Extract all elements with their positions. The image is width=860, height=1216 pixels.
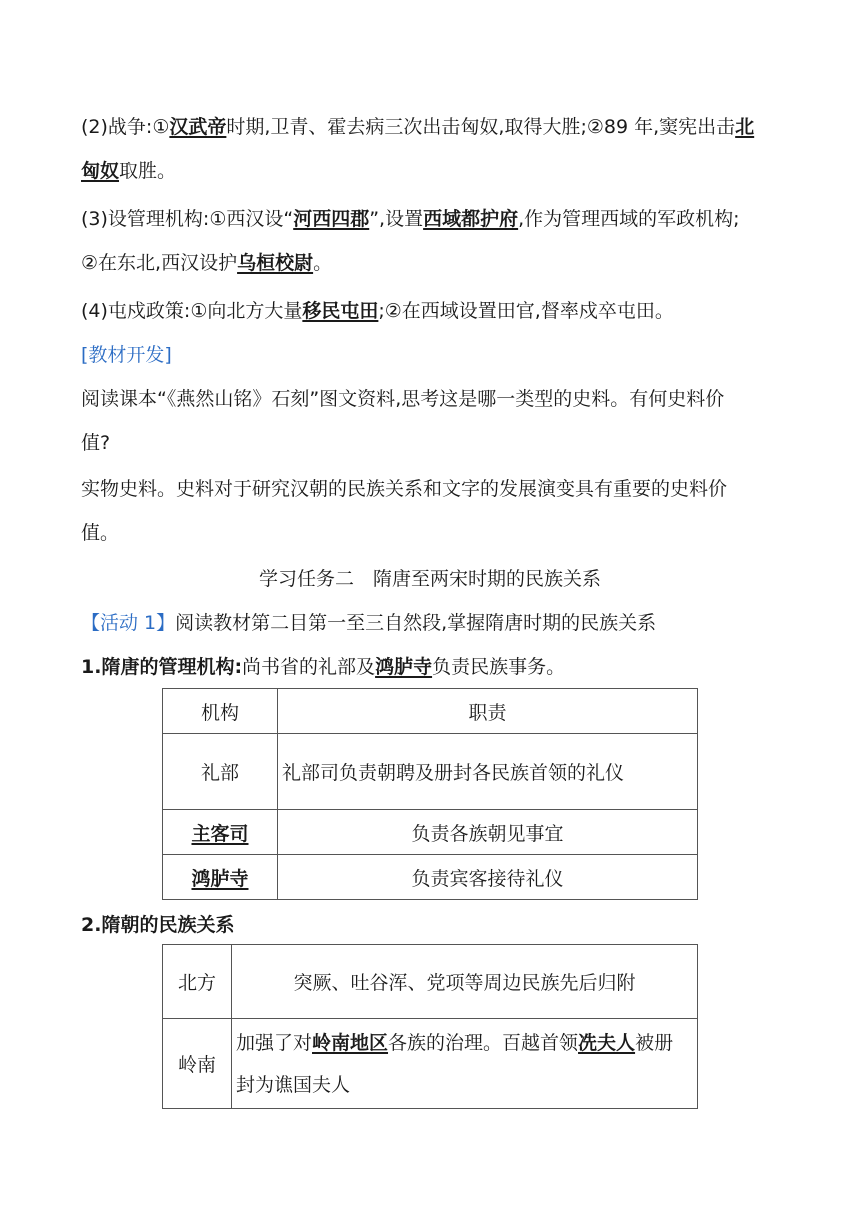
text: 封为谯国夫人 [236, 1073, 351, 1096]
admin-paragraph-line-1 [81, 206, 781, 232]
war-paragraph-line-1 [81, 114, 781, 140]
textbook-dev-tag: [教材开发] [81, 344, 172, 366]
text: 尚书省的礼部及 [242, 656, 376, 678]
keyword: 匈奴 [81, 160, 120, 182]
table-cell: 负责宾客接待礼仪 [278, 855, 698, 900]
table-row [163, 734, 698, 810]
table-cell: 负责各族朝见事宜 [278, 810, 698, 855]
table-cell: 鸿胪寺 [163, 855, 278, 900]
dev-question-line-2: 值? [81, 432, 111, 454]
text: (4)屯戍政策:①向北方大量 [81, 300, 303, 322]
text: (2)战争:① [81, 116, 170, 138]
table-cell: 主客司 [163, 810, 278, 855]
header-cell: 机构 [163, 689, 278, 734]
keyword: 北 [735, 116, 755, 138]
heading-1 [81, 654, 781, 680]
section-title: 学习任务二 隋唐至两宋时期的民族关系 [258, 568, 601, 590]
garrison-paragraph [81, 298, 781, 324]
institutions-table [162, 688, 698, 900]
activity-text: 阅读教材第二目第一至三自然段,掌握隋唐时期的民族关系 [175, 612, 657, 634]
dev-answer-line-1: 实物史料。史料对于研究汉朝的民族关系和文字的发展演变具有重要的史料价 [81, 478, 728, 500]
keyword: 河西四郡 [293, 208, 370, 230]
dev-answer-line-2: 值。 [81, 522, 120, 544]
table-header-row [163, 689, 698, 734]
table-row [163, 945, 698, 1019]
text: 被册 [635, 1031, 674, 1054]
table-row [163, 1019, 698, 1109]
text: 加强了对 [236, 1031, 313, 1054]
keyword: 移民屯田 [302, 300, 379, 322]
keyword: 鸿胪寺 [375, 656, 433, 678]
activity-line [81, 610, 781, 636]
text: 。 [313, 252, 333, 274]
keyword: 乌桓校尉 [237, 252, 314, 274]
table-cell: 岭南 [163, 1019, 232, 1109]
heading-2: 2.隋朝的民族关系 [81, 914, 235, 936]
table-cell: 突厥、吐谷浑、党项等周边民族先后归附 [232, 945, 698, 1019]
keyword: 冼夫人 [578, 1031, 636, 1054]
text: 各族的治理。百越首领 [388, 1031, 579, 1054]
table-cell: 北方 [163, 945, 232, 1019]
text: (3)设管理机构:①西汉设“ [81, 208, 294, 230]
header-cell: 职责 [278, 689, 698, 734]
text: ;②在西域设置田官,督率戍卒屯田。 [378, 300, 674, 322]
admin-paragraph-line-2 [81, 250, 781, 276]
text: 取胜。 [119, 160, 177, 182]
table-row [163, 810, 698, 855]
activity-tag: 【活动 1】 [81, 612, 176, 634]
heading-title: 1.隋唐的管理机构: [81, 656, 243, 678]
keyword: 西域都护府 [423, 208, 519, 230]
table-cell [232, 1019, 698, 1109]
keyword: 汉武帝 [169, 116, 227, 138]
table-cell: 礼部 [163, 734, 278, 810]
text: 时期,卫青、霍去病三次出击匈奴,取得大胜;②89 年,窦宪出击 [226, 116, 736, 138]
table-row [163, 855, 698, 900]
dev-question-line-1: 阅读课本“《燕然山铭》石刻”图文资料,思考这是哪一类型的史料。有何史料价 [81, 388, 725, 410]
table-cell: 礼部司负责朝聘及册封各民族首领的礼仪 [278, 734, 698, 810]
text: 负责民族事务。 [432, 656, 566, 678]
text: ②在东北,西汉设护 [81, 252, 238, 274]
sui-relations-table [162, 944, 698, 1109]
keyword: 岭南地区 [312, 1031, 389, 1054]
text: ”,设置 [369, 208, 424, 230]
war-paragraph-line-2 [81, 158, 781, 184]
text: ,作为管理西域的军政机构; [518, 208, 740, 230]
